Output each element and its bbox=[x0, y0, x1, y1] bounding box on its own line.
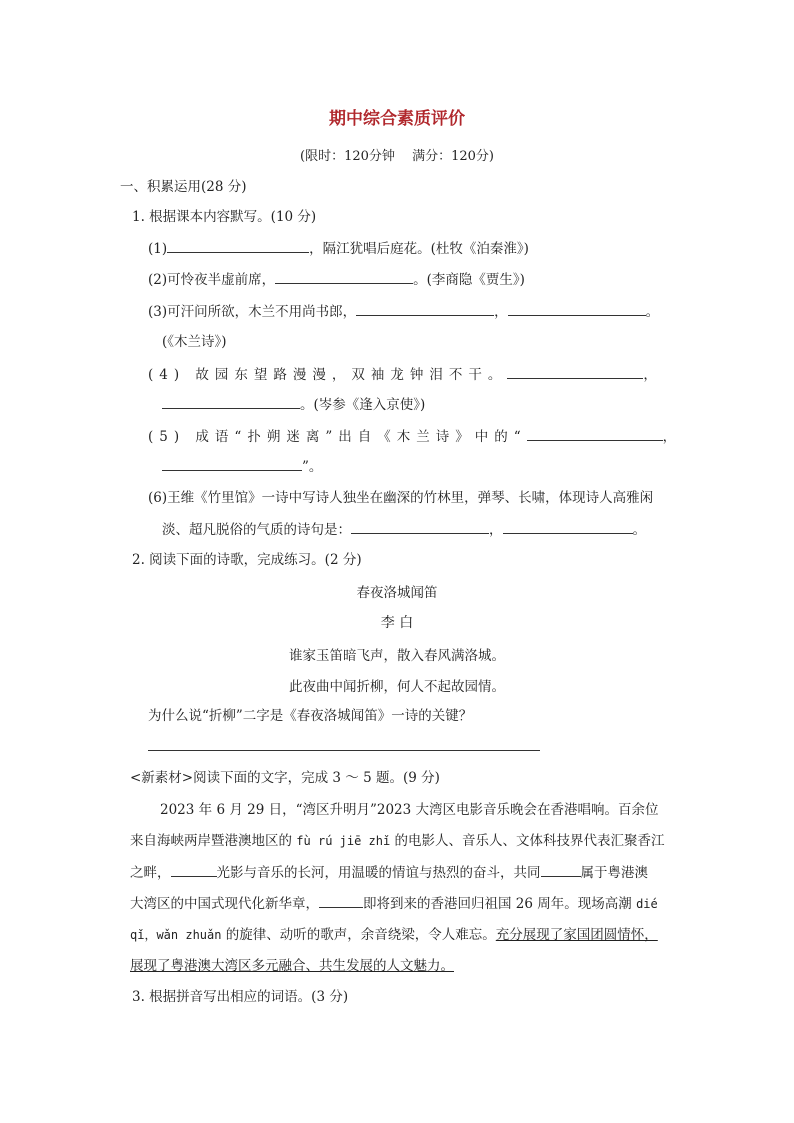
q1-item-5 bbox=[148, 426, 676, 447]
q1-item-3-pre: (3)可汗问所欲，木兰不用尚书郎， bbox=[148, 304, 357, 320]
material-line-2 bbox=[130, 831, 665, 851]
text-segment: 之畔， bbox=[130, 865, 171, 881]
underlined-sentence: 展现了粤港澳大湾区多元融合、共生发展的人文魅力。 bbox=[130, 958, 454, 974]
fill-blank[interactable] bbox=[541, 862, 581, 877]
q1-item-6-pre: 淡、超凡脱俗的气质的诗句是： bbox=[162, 522, 351, 538]
answer-blank[interactable] bbox=[162, 394, 300, 409]
answer-blank[interactable] bbox=[527, 426, 663, 441]
answer-blank[interactable] bbox=[162, 456, 302, 471]
q1-item-4-pre: (4) 故园东望路漫漫，双袖龙钟泪不干。 bbox=[148, 367, 508, 383]
q1-item-4-mid: ， bbox=[643, 367, 657, 383]
text-segment: 来自海峡两岸暨港澳地区的 bbox=[130, 833, 297, 849]
answer-line[interactable] bbox=[148, 736, 540, 751]
section-heading: 一、积累运用(28 分) bbox=[120, 179, 247, 195]
poem-title: 春夜洛城闻笛 bbox=[356, 585, 438, 601]
fill-blank[interactable] bbox=[171, 862, 217, 877]
q1-item-5-post: ”。 bbox=[302, 459, 323, 475]
q1-item-3 bbox=[148, 301, 659, 322]
material-line-5 bbox=[130, 925, 658, 945]
q1-item-6-post: 。 bbox=[632, 522, 646, 538]
q1-item-2 bbox=[148, 269, 525, 290]
q1-item-2-pre: (2)可怜夜半虚前席， bbox=[148, 272, 276, 288]
q1-item-5-pre: (5) 成语“扑朔迷离”出自《木兰诗》中的“ bbox=[148, 429, 527, 445]
page-title: 期中综合素质评价 bbox=[329, 109, 465, 129]
q1-item-4-cont bbox=[162, 394, 425, 415]
text-segment: 即将到来的香港回归祖国 26 周年。现场高潮 bbox=[363, 896, 637, 912]
q1-item-5-mid: ， bbox=[662, 429, 677, 445]
q1-item-1-pre: (1) bbox=[148, 241, 168, 257]
answer-blank[interactable] bbox=[167, 238, 309, 253]
pinyin-prompt: qǐ，wǎn zhuǎn bbox=[130, 928, 222, 942]
material-line-1: 2023 年 6 月 29 日，“湾区升明月”2023 大湾区电影音乐晚会在香港唱响。百余位 bbox=[160, 802, 659, 818]
q1-item-1 bbox=[148, 238, 529, 259]
underlined-sentence: 充分展现了家国团圆情怀， bbox=[495, 927, 658, 943]
answer-blank[interactable] bbox=[351, 519, 489, 534]
page-subtitle: (限时：120分钟 满分：120分) bbox=[300, 149, 494, 164]
text-segment: 的旋律、动听的歌声，余音绕梁，令人难忘。 bbox=[221, 927, 496, 943]
q1-item-4-post: 。(岑参《逢入京使》) bbox=[300, 397, 426, 413]
question-3-stem: 3. 根据拼音写出相应的词语。(3 分) bbox=[132, 989, 349, 1005]
q1-item-4 bbox=[148, 364, 657, 385]
fill-blank[interactable] bbox=[319, 893, 363, 908]
poem-line-1: 谁家玉笛暗飞声，散入春风满洛城。 bbox=[289, 648, 505, 664]
q1-item-1-post: ，隔江犹唱后庭花。(杜牧《泊秦淮》) bbox=[309, 241, 529, 257]
q1-item-6-line2 bbox=[162, 519, 646, 540]
material-line-4 bbox=[130, 893, 658, 914]
q1-item-2-post: 。(李商隐《贾生》) bbox=[413, 272, 525, 288]
q1-item-6-mid: ， bbox=[489, 522, 503, 538]
answer-blank[interactable] bbox=[503, 519, 633, 534]
q1-item-3-source: (《木兰诗》) bbox=[162, 334, 227, 350]
answer-blank[interactable] bbox=[508, 301, 646, 316]
material-line-6 bbox=[130, 956, 454, 976]
poem-line-2: 此夜曲中闻折柳，何人不起故园情。 bbox=[289, 679, 505, 695]
question-1-stem: 1. 根据课本内容默写。(10 分) bbox=[132, 209, 317, 225]
material-line-3 bbox=[130, 862, 648, 883]
answer-blank[interactable] bbox=[507, 364, 643, 379]
q1-item-3-mid: ， bbox=[494, 304, 508, 320]
question-2-stem: 2. 阅读下面的诗歌，完成练习。(2 分) bbox=[132, 552, 362, 568]
answer-blank[interactable] bbox=[275, 269, 413, 284]
text-segment: 属于粤港澳 bbox=[580, 865, 648, 881]
pinyin-prompt: fù rú jiē zhǐ bbox=[296, 834, 391, 848]
q1-item-6-line1: (6)王维《竹里馆》一诗中写诗人独坐在幽深的竹林里，弹琴、长啸，体现诗人高雅闲 bbox=[148, 490, 654, 506]
material-intro: <新素材>阅读下面的文字，完成 3 ～ 5 题。(9 分) bbox=[130, 770, 440, 786]
q1-item-5-cont bbox=[162, 456, 322, 477]
text-segment: 光影与音乐的长河，用温暖的情谊与热烈的奋斗，共同 bbox=[216, 865, 541, 881]
pinyin-prompt: dié bbox=[636, 897, 658, 911]
text-segment: 大湾区的中国式现代化新华章， bbox=[130, 896, 319, 912]
text-segment: 的电影人、音乐人、文体科技界代表汇聚香江 bbox=[390, 833, 665, 849]
answer-blank[interactable] bbox=[356, 301, 494, 316]
poem-author: 李 白 bbox=[380, 615, 414, 631]
question-2-prompt: 为什么说“折柳”二字是《春夜洛城闻笛》一诗的关键？ bbox=[148, 708, 473, 724]
q1-item-3-post: 。 bbox=[645, 304, 660, 320]
